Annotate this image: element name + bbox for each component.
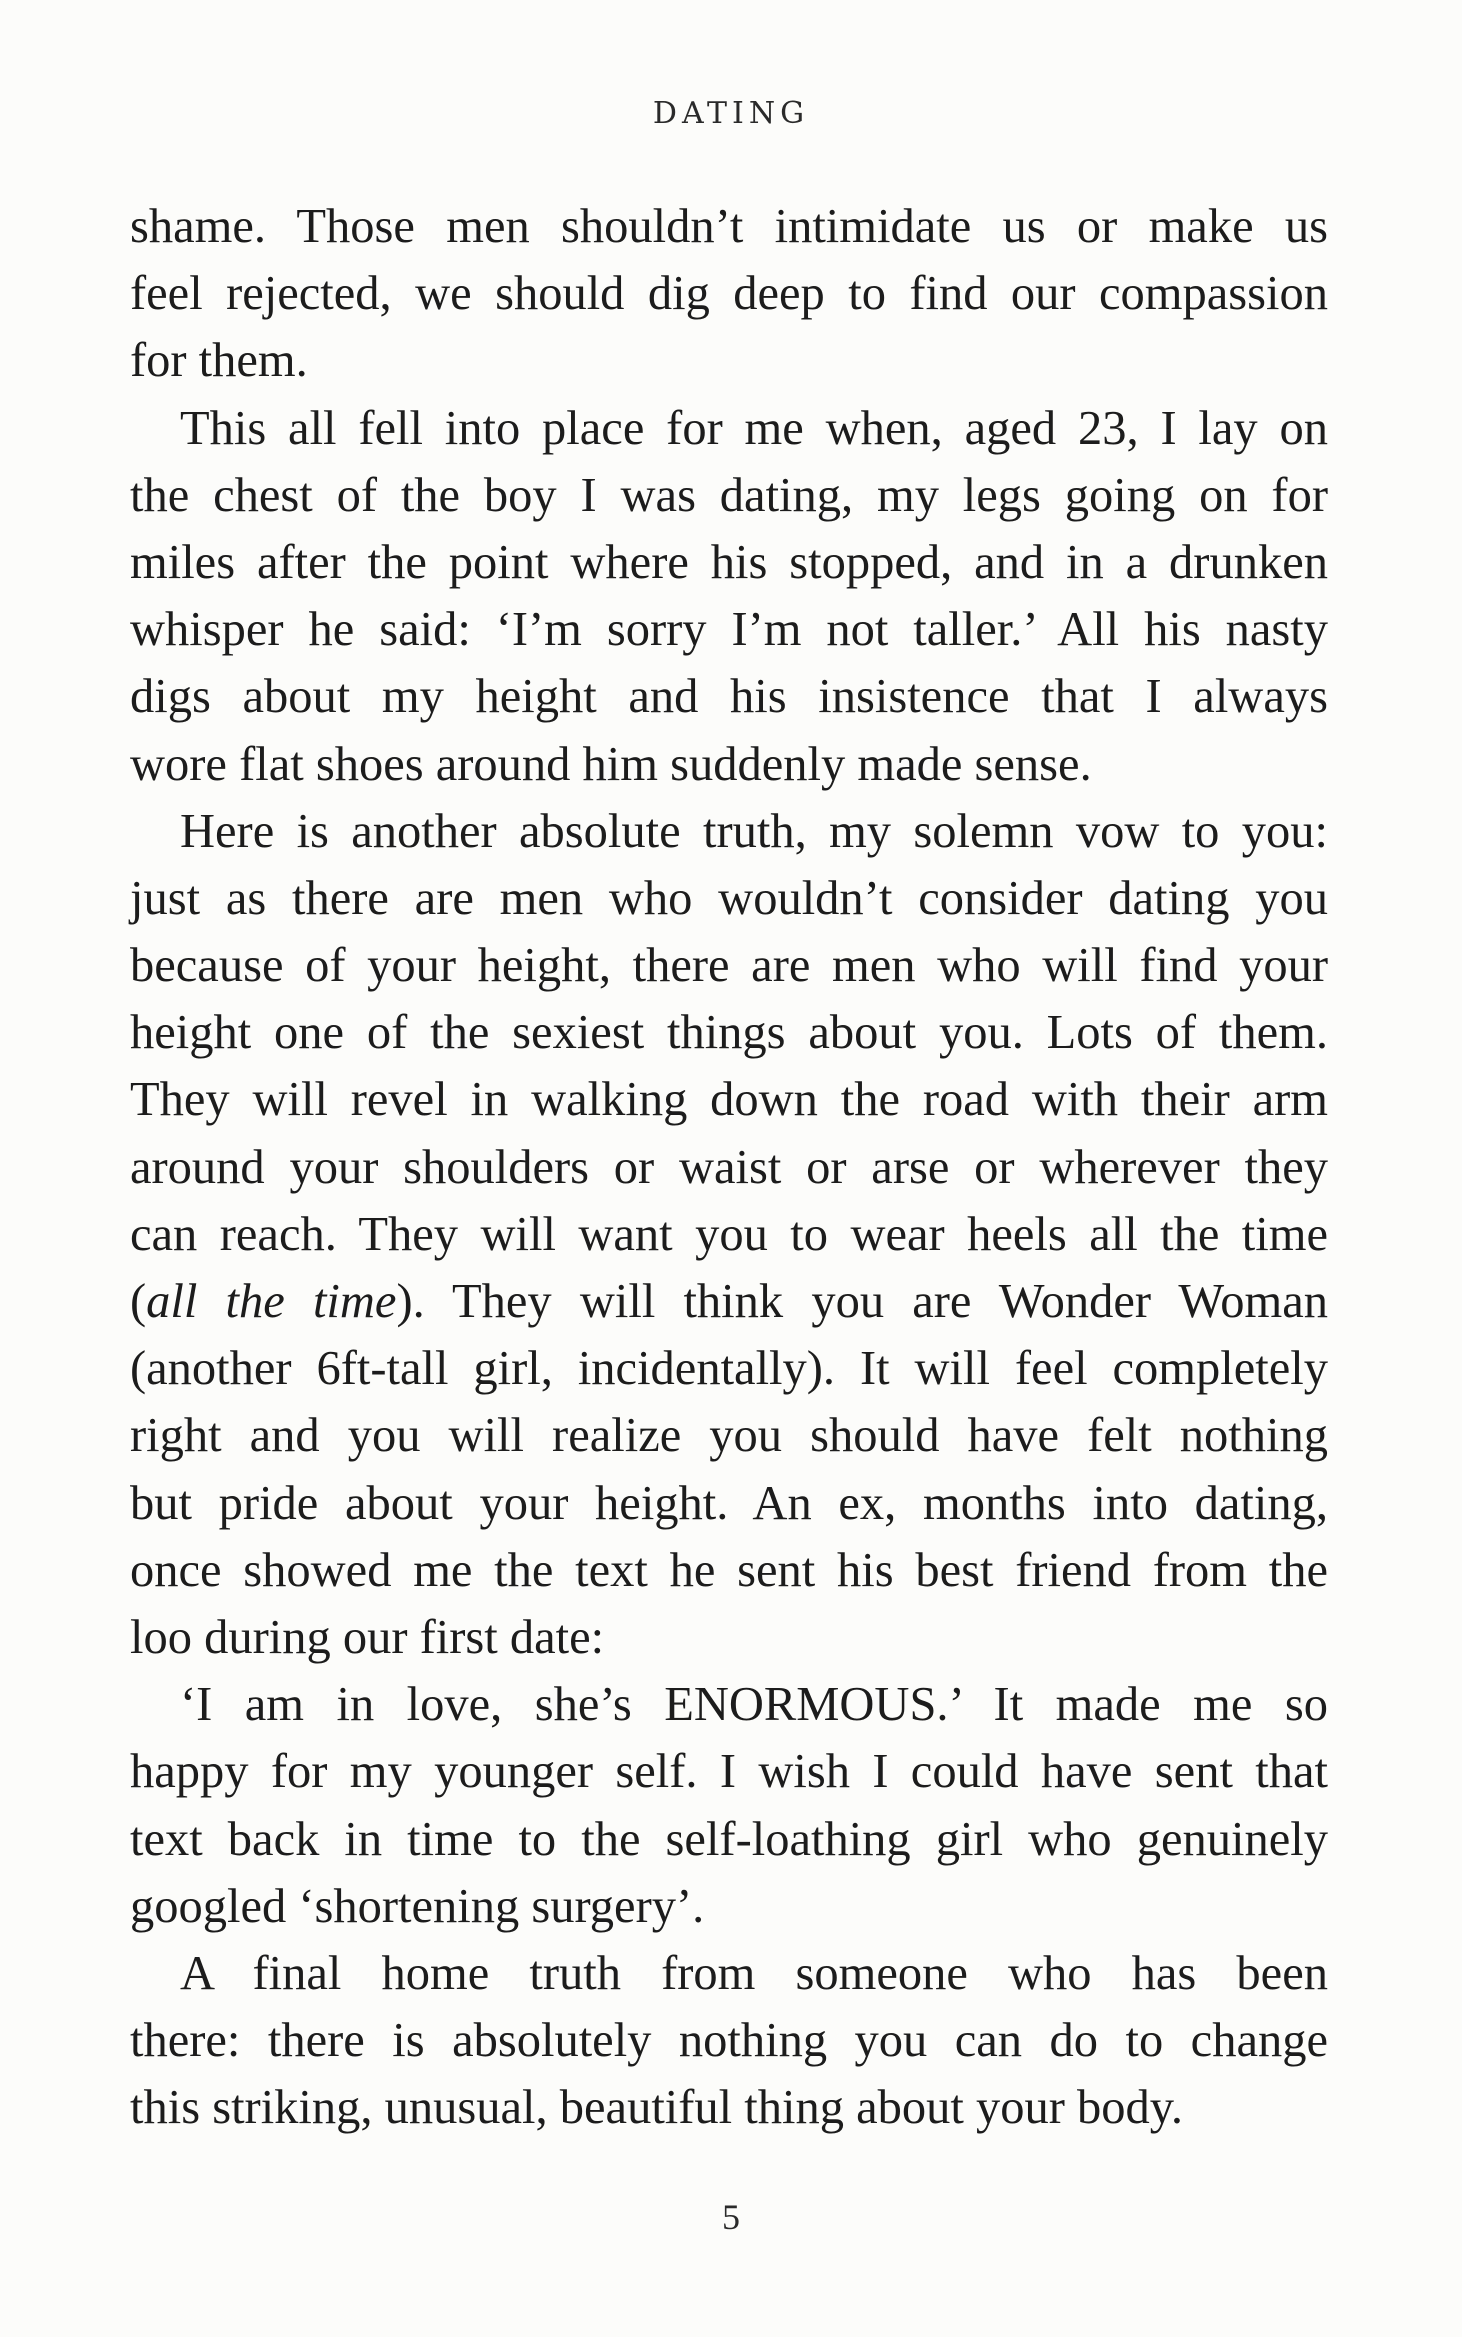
text-line: A final home truth from someone who has been [180, 1946, 1328, 2000]
text-line: happy for my younger self. I wish I could have sent that [130, 1745, 1328, 1799]
paragraph-p4 [130, 1671, 1328, 1940]
running-head: DATING [652, 96, 810, 131]
text-line: can reach. They will want you to wear heels all the time [130, 1207, 1328, 1261]
paragraph-p5 [130, 1940, 1328, 2142]
text-line: because of your height, there are men who will find your [130, 939, 1328, 993]
text-line: digs about my height and his insistence that I always [130, 670, 1328, 724]
text-line: shame. Those men shouldn’t intimidate us or make us [130, 200, 1328, 253]
text-line: the chest of the boy I was dating, my legs going on for [130, 468, 1328, 522]
text-line: This all fell into place for me when, aged 23, I lay on [180, 401, 1328, 455]
text-line: text back in time to the self-loathing girl who genuinely [130, 1812, 1328, 1866]
text-line: ‘I am in love, she’s ENORMOUS.’ It made me so [180, 1678, 1328, 1732]
text-line: wore flat shoes around him suddenly made sense. [130, 737, 1092, 791]
text-line: this striking, unusual, beautiful thing about your body. [130, 2081, 1183, 2135]
text-line: just as there are men who wouldn’t consider dating you [130, 871, 1328, 925]
text-line: Here is another absolute truth, my solemn vow to you: [180, 804, 1328, 858]
paragraph-p1 [130, 193, 1328, 395]
text-line: whisper he said: ‘I’m sorry I’m not taller.’ All his nasty [130, 603, 1328, 657]
text-line: around your shoulders or waist or arse or wherever they [130, 1140, 1328, 1194]
page-number: 5 [722, 2197, 740, 2237]
text-line: height one of the sexiest things about you. Lots of them. [130, 1006, 1328, 1060]
text-line: right and you will realize you should have felt nothing [130, 1409, 1328, 1463]
text-line: (all the time). They will think you are Wonder Woman [130, 1275, 1328, 1328]
text-line: They will revel in walking down the road with their arm [130, 1073, 1328, 1127]
body-text [130, 193, 1328, 2141]
italic-emphasis: all the time [146, 1275, 397, 1328]
text-line: miles after the point where his stopped, and in a drunken [130, 535, 1328, 589]
text-line: (another 6ft-tall girl, incidentally). It will feel completely [130, 1342, 1328, 1396]
paragraph-p2 [130, 395, 1328, 798]
text-line: loo during our first date: [130, 1610, 605, 1664]
text-line: for them. [130, 334, 308, 388]
text-line: there: there is absolutely nothing you can do to change [130, 2014, 1328, 2068]
text-line: googled ‘shortening surgery’. [130, 1879, 705, 1933]
text-line: but pride about your height. An ex, months into dating, [130, 1476, 1328, 1530]
paragraph-p3 [130, 798, 1328, 1671]
text-line: once showed me the text he sent his best friend from the [130, 1543, 1328, 1597]
text-line: feel rejected, we should dig deep to find our compassion [130, 267, 1328, 321]
